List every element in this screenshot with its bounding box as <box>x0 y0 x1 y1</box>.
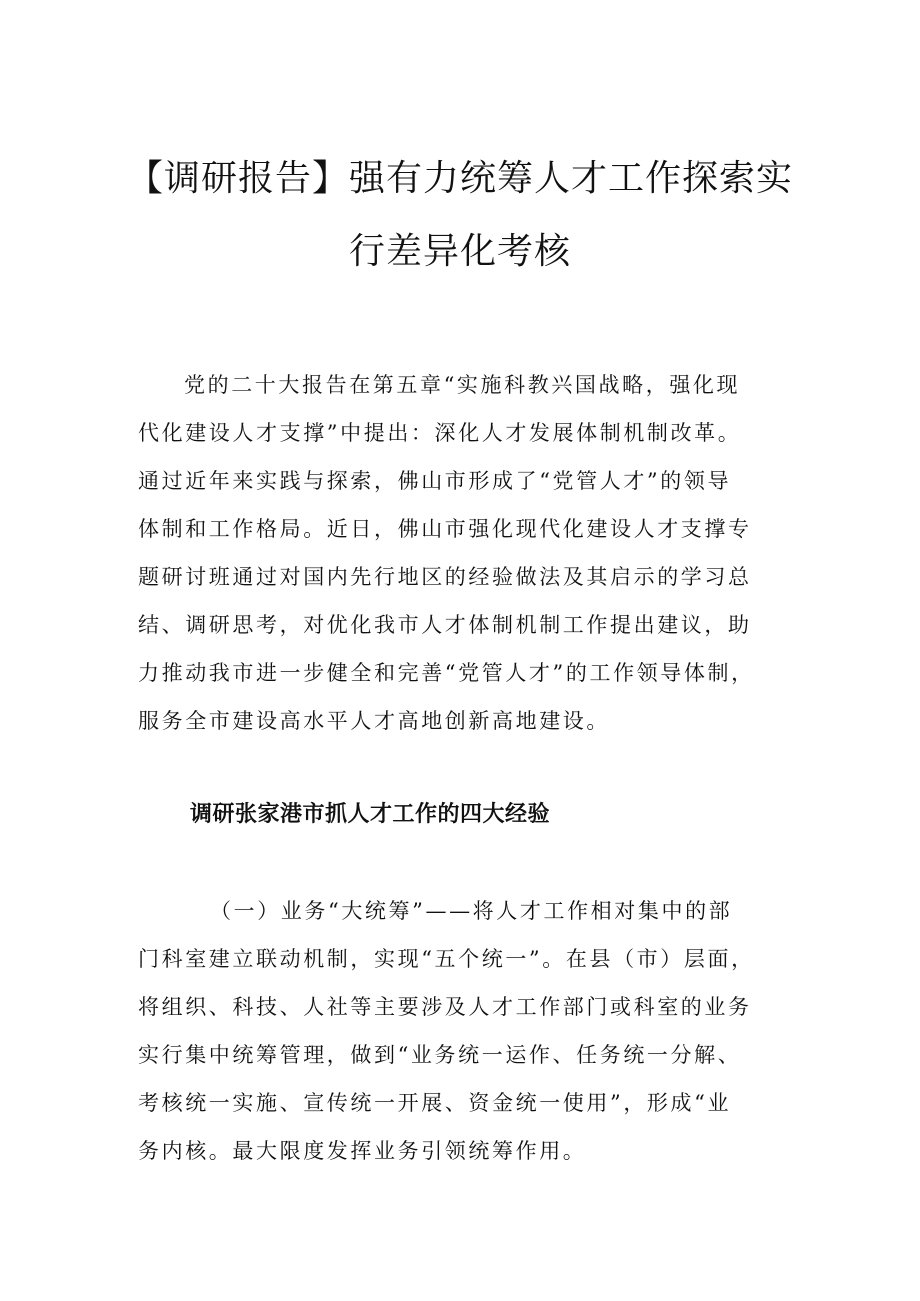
paragraph-line: （一）业务“大统筹”——将人才工作相对集中的部 <box>210 899 733 923</box>
paragraph-line: 力推动我市进一步健全和完善“党管人才”的工作领导体制， <box>138 661 755 685</box>
paragraph-line: 代化建设人才支撑”中提出：深化人才发展体制机制改革。 <box>138 421 742 445</box>
paragraph-line: 考核统一实施、宣传统一开展、资金统一使用”，形成“业 <box>138 1091 732 1115</box>
paragraph-line: 门科室建立联动机制，实现“五个统一”。在县（市）层面， <box>138 947 755 971</box>
paragraph-line: 将组织、科技、人社等主要涉及人才工作部门或科室的业务 <box>138 995 752 1019</box>
paragraph-line: 务内核。最大限度发挥业务引领统筹作用。 <box>138 1139 587 1163</box>
section-heading: 调研张家港市抓人才工作的四大经验 <box>190 802 551 827</box>
paragraph-line: 实行集中统筹管理，做到“业务统一运作、任务统一分解、 <box>138 1043 742 1067</box>
document-title-line-1: 【调研报告】强有力统筹人才工作探索实 <box>126 158 793 199</box>
paragraph-line: 服务全市建设高水平人才高地创新高地建设。 <box>138 709 610 733</box>
paragraph-line: 结、调研思考，对优化我市人才体制机制工作提出建议，助 <box>138 613 752 637</box>
paragraph-line: 体制和工作格局。近日，佛山市强化现代化建设人才支撑专 <box>138 517 752 541</box>
paragraph-line: 通过近年来实践与探索，佛山市形成了“党管人才”的领导 <box>138 469 732 493</box>
paragraph-line: 题研讨班通过对国内先行地区的经验做法及其启示的学习总 <box>138 565 752 589</box>
paragraph-line: 党的二十大报告在第五章“实施科教兴国战略，强化现 <box>184 373 741 397</box>
document-title-line-2: 行差异化考核 <box>348 231 571 272</box>
